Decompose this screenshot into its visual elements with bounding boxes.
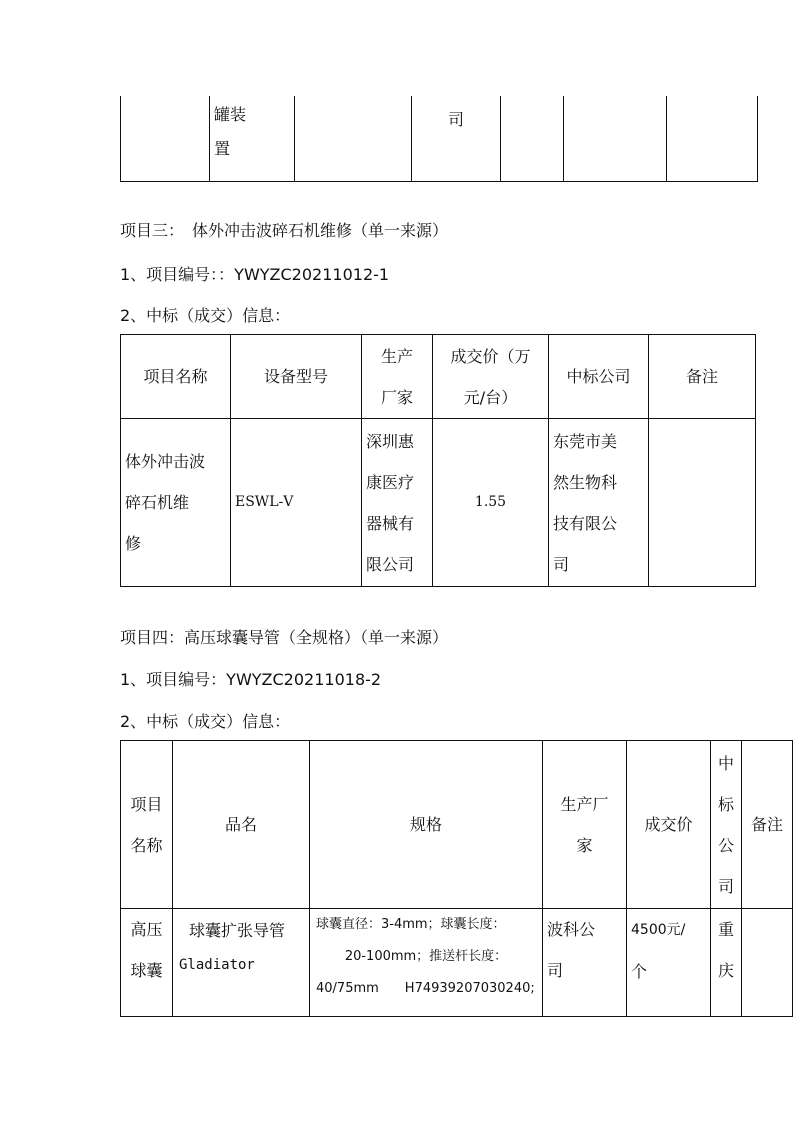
p4-cell-company [711, 909, 742, 1017]
cell-text-line: 4500元/ [631, 922, 686, 938]
p4-header-remark: 备注 [742, 741, 793, 909]
p4-cell-price [627, 909, 711, 1017]
cell-text-line: 技有限公 [553, 513, 618, 533]
spec-line: 40/75mm H74939207030240; [316, 981, 535, 996]
cell-text-line: 碎石机维 [125, 493, 190, 512]
p4-cell-name [121, 909, 173, 1017]
cell-text-line: 公 [717, 835, 734, 855]
p4-cell-remark [742, 909, 793, 1017]
p3-header-company: 中标公司 [549, 335, 649, 419]
cell-text-line: 司 [553, 554, 570, 574]
cell-text-line: 名称 [130, 835, 163, 855]
p4-cell-product [173, 909, 310, 1017]
p4-cell-spec [310, 909, 543, 1017]
p4-header-spec: 规格 [310, 741, 543, 909]
cell-text-line: 庆 [717, 961, 734, 980]
product-name: 球囊扩张导管 [189, 921, 286, 940]
p3-cell-price: 1.55 [433, 419, 549, 587]
cell-text-line: 康医疗 [366, 472, 415, 492]
p3-cell-name [121, 419, 231, 587]
p3-cell-remark [649, 419, 756, 587]
top-cell-3 [295, 96, 412, 182]
cell-text-line: 生产 [380, 346, 413, 366]
cell-text-line: 项目 [130, 794, 163, 814]
cell-text-line: 中 [717, 753, 734, 773]
cell-text-line: 高压 [130, 920, 163, 939]
cell-text-line: 球囊 [130, 961, 163, 980]
top-cell-5 [501, 96, 564, 182]
project4-info: 2、中标（成交）信息： [120, 712, 291, 731]
cell-text-line: 深圳惠 [366, 431, 415, 451]
cell-text-line: 波科公 [547, 920, 596, 939]
cell-text-line: 然生物科 [553, 472, 618, 492]
p4-header-product: 品名 [173, 741, 310, 909]
project3-heading: 项目三： 体外冲击波碎石机维修（单一来源） [120, 221, 449, 240]
cell-text-line: 成交价（万 [450, 346, 531, 366]
project3-info: 2、中标（成交）信息： [120, 306, 291, 325]
cell-text-line: 东莞市美 [553, 431, 618, 451]
top-cell-4: 司 [412, 96, 501, 182]
p4-header-price: 成交价 [627, 741, 711, 909]
cell-text-line: 元/台） [463, 387, 518, 407]
top-cell-2 [210, 96, 295, 182]
cell-text-line: 器械有 [366, 513, 415, 533]
project4-heading: 项目四：高压球囊导管（全规格）（单一来源） [120, 628, 449, 647]
top-table-fragment [120, 96, 758, 182]
cell-text-line: 罐装 [214, 105, 247, 124]
p4-cell-maker [543, 909, 627, 1017]
cell-text-line: 标 [717, 794, 734, 814]
p4-header-maker [543, 741, 627, 909]
spec-line: 球囊直径：3-4mm；球囊长度： [316, 917, 506, 932]
top-cell-6 [564, 96, 667, 182]
p3-cell-maker [362, 419, 433, 587]
project3-number: 1、项目编号：：YWYZC20211012-1 [120, 265, 390, 284]
p3-header-model: 设备型号 [231, 335, 362, 419]
p4-header-company [711, 741, 742, 909]
top-cell-1 [121, 96, 210, 182]
cell-text-line: 厂家 [380, 387, 413, 407]
cell-text-line: 体外冲击波 [125, 452, 206, 471]
top-cell-7 [667, 96, 758, 182]
cell-text-line: 司 [547, 961, 564, 980]
cell-text-line: 限公司 [366, 554, 415, 574]
cell-text-line: 个 [631, 962, 648, 981]
project3-table [120, 334, 756, 587]
project4-number: 1、项目编号：YWYZC20211018-2 [120, 670, 382, 689]
p3-cell-company [549, 419, 649, 587]
spec-line: 20-100mm；推送杆长度： [344, 949, 508, 964]
cell-text-line: 家 [576, 835, 593, 855]
p3-cell-model: ESWL-Ⅴ [231, 419, 362, 587]
cell-text-line: 重 [717, 920, 734, 939]
p3-header-remark: 备注 [649, 335, 756, 419]
cell-text-line: 置 [214, 139, 231, 158]
product-brand: Gladiator [179, 957, 255, 973]
cell-text-line: 修 [125, 534, 142, 553]
cell-text-line: 生产厂 [560, 794, 609, 814]
p3-header-maker [362, 335, 433, 419]
project4-table [120, 740, 793, 1017]
p3-header-price [433, 335, 549, 419]
p3-header-name: 项目名称 [121, 335, 231, 419]
p4-header-name [121, 741, 173, 909]
cell-text-line: 司 [717, 876, 734, 896]
